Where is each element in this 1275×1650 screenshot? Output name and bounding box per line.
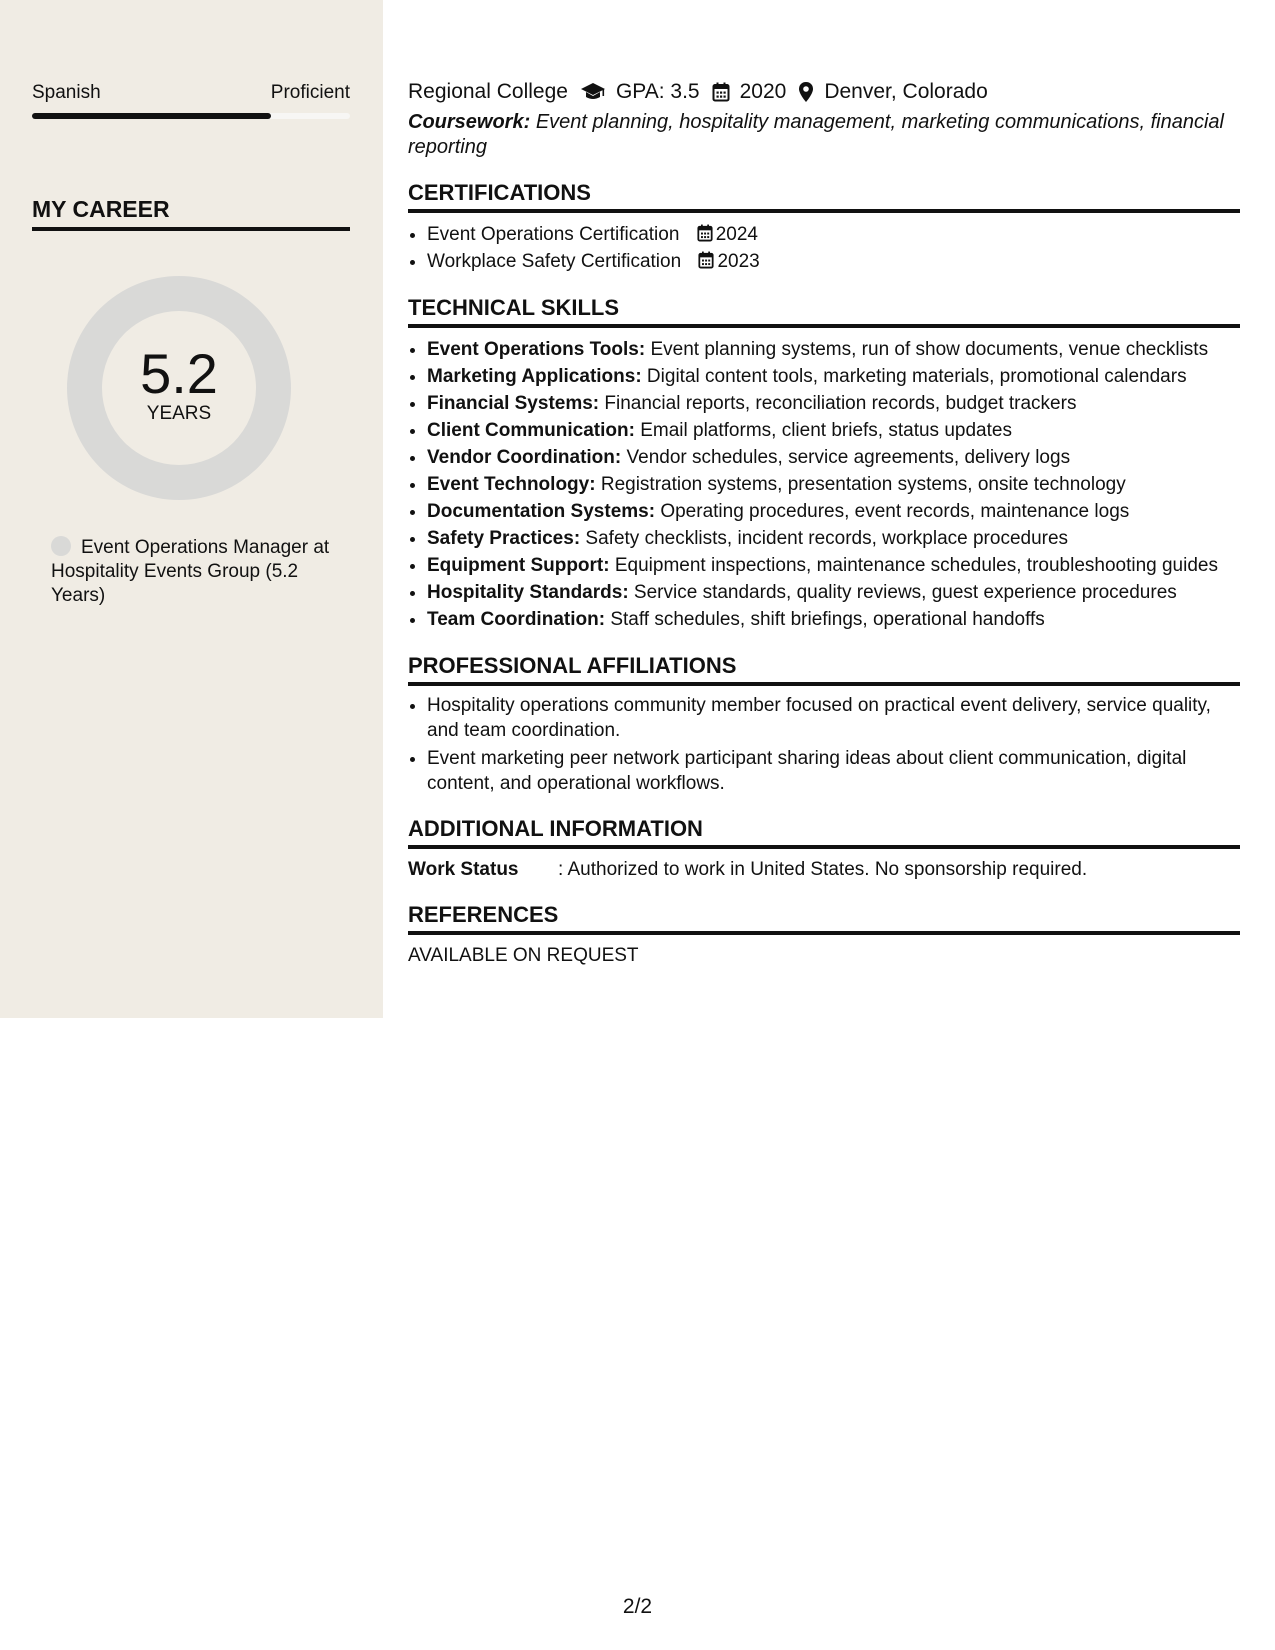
school-location: Denver, Colorado bbox=[824, 80, 988, 103]
skill-label: Event Technology: bbox=[427, 474, 596, 495]
calendar-icon bbox=[698, 251, 714, 269]
calendar-icon bbox=[697, 224, 713, 242]
career-years-ring bbox=[67, 276, 291, 500]
certification-year: 2024 bbox=[715, 224, 758, 245]
graduation-year: 2020 bbox=[739, 80, 787, 103]
affiliations-list bbox=[408, 694, 1240, 796]
career-item-text: Event Operations Manager at Hospitality Events Group (5.2 Years) bbox=[51, 537, 330, 606]
skill-label: Vendor Coordination: bbox=[427, 447, 622, 468]
coursework-label: Coursework: bbox=[408, 111, 531, 133]
skill-text: Email platforms, client briefs, status updates bbox=[634, 420, 1012, 441]
certifications-list bbox=[408, 221, 1240, 275]
list-item bbox=[427, 606, 1240, 633]
language-progress-fill bbox=[32, 113, 271, 119]
language-progress-bar bbox=[32, 113, 350, 119]
school-name: Regional College bbox=[408, 80, 568, 103]
list-item bbox=[427, 444, 1240, 471]
skill-text: Service standards, quality reviews, guest experience procedures bbox=[628, 582, 1177, 603]
skill-text: Equipment inspections, maintenance schedules, troubleshooting guides bbox=[609, 555, 1218, 576]
list-item bbox=[427, 390, 1240, 417]
skill-text: Registration systems, presentation systems, onsite technology bbox=[595, 474, 1126, 495]
skill-text: Event planning systems, run of show documents, venue checklists bbox=[645, 339, 1209, 360]
list-item bbox=[427, 417, 1240, 444]
career-years-value: 5.2 bbox=[140, 342, 218, 405]
references-heading: REFERENCES bbox=[408, 902, 1240, 935]
skill-text: Operating procedures, event records, maintenance logs bbox=[655, 501, 1130, 522]
map-pin-icon bbox=[798, 81, 814, 103]
list-item bbox=[427, 363, 1240, 390]
language-name: Spanish bbox=[32, 82, 101, 103]
main-content bbox=[408, 78, 1240, 967]
skill-label: Event Operations Tools: bbox=[427, 339, 646, 360]
career-years-unit: YEARS bbox=[146, 403, 212, 424]
career-item bbox=[51, 536, 341, 608]
skill-label: Safety Practices: bbox=[427, 528, 581, 549]
certification-year: 2023 bbox=[717, 251, 760, 272]
technical-skills-list bbox=[408, 336, 1240, 633]
calendar-icon bbox=[712, 82, 730, 102]
list-item bbox=[427, 498, 1240, 525]
skill-text: Staff schedules, shift briefings, operational handoffs bbox=[605, 609, 1045, 630]
graduation-cap-icon bbox=[580, 82, 606, 102]
technical-skills-heading: TECHNICAL SKILLS bbox=[408, 295, 1240, 328]
list-item: • Hospitality operations community member focused on practical event delivery, service quality, and team coordination. bbox=[427, 694, 1240, 743]
list-item bbox=[427, 471, 1240, 498]
list-item bbox=[427, 336, 1240, 363]
skill-text: Safety checklists, incident records, workplace procedures bbox=[580, 528, 1069, 549]
skill-label: Team Coordination: bbox=[427, 609, 606, 630]
gpa: GPA: 3.5 bbox=[615, 80, 700, 103]
skill-text: Digital content tools, marketing materials, promotional calendars bbox=[641, 366, 1187, 387]
coursework bbox=[408, 110, 1240, 160]
skill-label: Documentation Systems: bbox=[427, 501, 656, 522]
coursework-text: Event planning, hospitality management, marketing communications, financial reporting bbox=[408, 111, 1224, 158]
certification-name: Workplace Safety Certification bbox=[427, 251, 682, 272]
certification-name: Event Operations Certification bbox=[427, 224, 680, 245]
career-legend-dot-icon bbox=[51, 536, 71, 556]
work-status-row bbox=[408, 857, 1240, 882]
work-status-value: : Authorized to work in United States. No sponsorship required. bbox=[558, 859, 1088, 880]
list-item bbox=[427, 552, 1240, 579]
skill-label: Financial Systems: bbox=[427, 393, 600, 414]
sidebar bbox=[0, 0, 383, 1018]
certification-date bbox=[698, 251, 759, 272]
list-item: • Event marketing peer network participant sharing ideas about client communication, digital content, and operational workflows. bbox=[427, 747, 1240, 796]
skill-text: Vendor schedules, service agreements, delivery logs bbox=[621, 447, 1071, 468]
language-row bbox=[32, 82, 350, 104]
skill-label: Client Communication: bbox=[427, 420, 635, 441]
affiliations-heading: PROFESSIONAL AFFILIATIONS bbox=[408, 653, 1240, 686]
references-text: AVAILABLE ON REQUEST bbox=[408, 945, 639, 966]
work-status-label: Work Status bbox=[408, 859, 519, 880]
list-item bbox=[427, 579, 1240, 606]
list-item bbox=[427, 221, 1240, 248]
skill-label: Hospitality Standards: bbox=[427, 582, 629, 603]
education-row bbox=[408, 78, 1240, 106]
skill-label: Equipment Support: bbox=[427, 555, 610, 576]
list-item bbox=[427, 525, 1240, 552]
page-number: 2/2 bbox=[622, 1595, 653, 1618]
language-level: Proficient bbox=[270, 82, 350, 103]
career-heading: MY CAREER bbox=[32, 196, 350, 231]
additional-info-heading: ADDITIONAL INFORMATION bbox=[408, 816, 1240, 849]
certifications-heading: CERTIFICATIONS bbox=[408, 180, 1240, 213]
certification-date bbox=[697, 224, 758, 245]
list-item bbox=[427, 248, 1240, 275]
career-years-center bbox=[102, 311, 256, 465]
skill-label: Marketing Applications: bbox=[427, 366, 642, 387]
skill-text: Financial reports, reconciliation records, budget trackers bbox=[599, 393, 1077, 414]
